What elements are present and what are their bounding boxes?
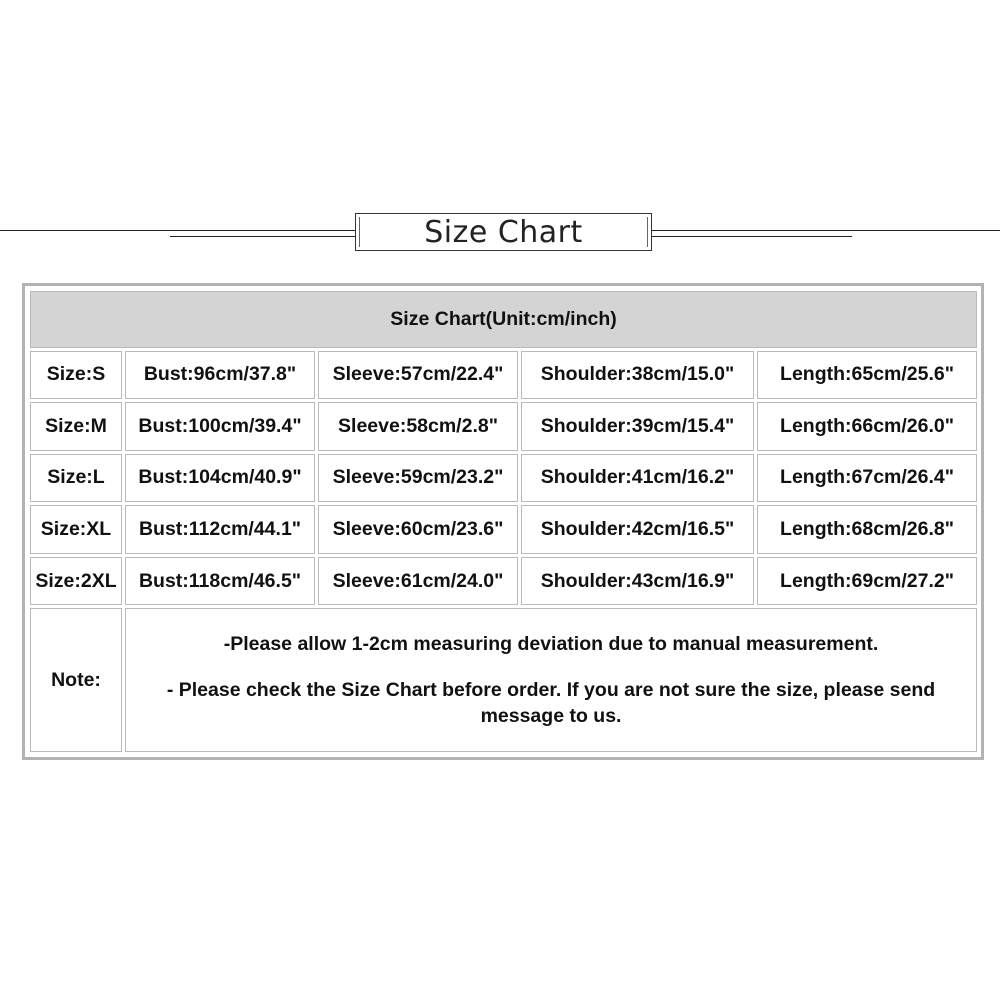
size-cell: Size:S [30,351,122,400]
shoulder-cell: Shoulder:43cm/16.9" [521,557,754,606]
note-line-deviation: -Please allow 1-2cm measuring deviation due to manual measurement. [223,633,879,656]
table-header: Size Chart(Unit:cm/inch) [30,291,977,348]
shoulder-cell: Shoulder:38cm/15.0" [521,351,754,400]
note-content [125,608,977,752]
table-row [30,351,977,400]
table-row [30,505,977,554]
length-cell: Length:69cm/27.2" [757,557,977,606]
table-row [30,557,977,606]
shoulder-cell: Shoulder:41cm/16.2" [521,454,754,503]
sleeve-cell: Sleeve:57cm/22.4" [318,351,518,400]
size-table [27,288,980,755]
bust-cell: Bust:104cm/40.9" [125,454,315,503]
shoulder-cell: Shoulder:42cm/16.5" [521,505,754,554]
table-header-row [30,291,977,348]
banner-rule-left-inner [170,236,355,237]
sleeve-cell: Sleeve:59cm/23.2" [318,454,518,503]
size-cell: Size:L [30,454,122,503]
note-line-check-chart: - Please check the Size Chart before order. If you are not sure the size, please send message to us. [166,679,936,728]
table-row [30,402,977,451]
sleeve-cell: Sleeve:60cm/23.6" [318,505,518,554]
banner-rule-left [0,230,355,231]
banner-rule-right [652,230,1000,231]
size-cell: Size:M [30,402,122,451]
bust-cell: Bust:100cm/39.4" [125,402,315,451]
title-banner [0,200,1000,260]
note-row [30,608,977,752]
size-cell: Size:2XL [30,557,122,606]
length-cell: Length:65cm/25.6" [757,351,977,400]
size-cell: Size:XL [30,505,122,554]
sleeve-cell: Sleeve:61cm/24.0" [318,557,518,606]
bust-cell: Bust:112cm/44.1" [125,505,315,554]
bust-cell: Bust:96cm/37.8" [125,351,315,400]
size-table-container [22,283,984,760]
note-label: Note: [30,608,122,752]
shoulder-cell: Shoulder:39cm/15.4" [521,402,754,451]
length-cell: Length:67cm/26.4" [757,454,977,503]
table-row [30,454,977,503]
length-cell: Length:68cm/26.8" [757,505,977,554]
title-box [355,213,652,251]
length-cell: Length:66cm/26.0" [757,402,977,451]
bust-cell: Bust:118cm/46.5" [125,557,315,606]
banner-rule-right-inner [652,236,852,237]
sleeve-cell: Sleeve:58cm/2.8" [318,402,518,451]
page-title: Size Chart [424,214,583,250]
